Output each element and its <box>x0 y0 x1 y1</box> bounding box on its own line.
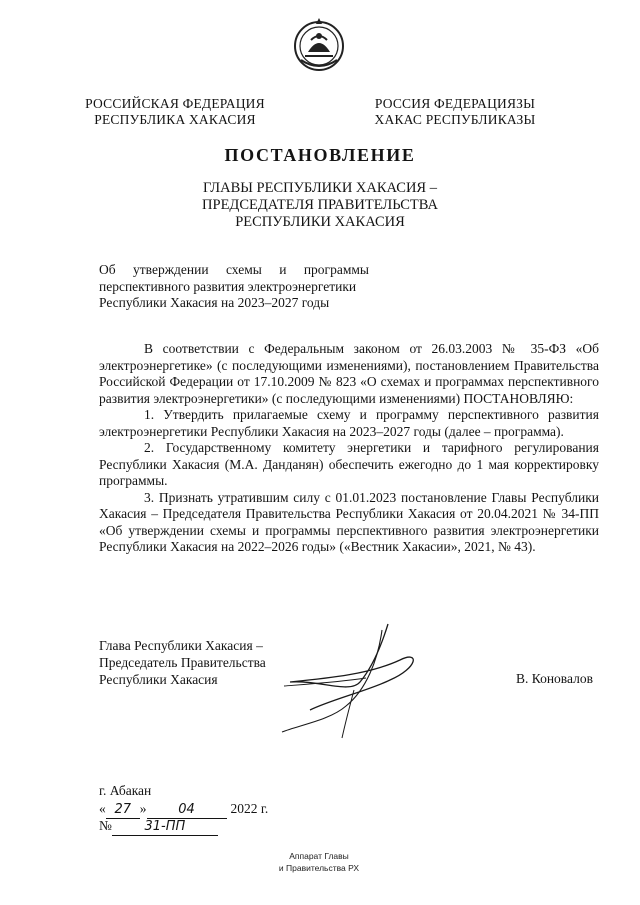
header-left <box>70 96 280 128</box>
item-paragraph: 1. Утвердить прилагаемые схему и программу перспективного развития электроэнергетики Республики Хакасия на 2023–2027 годы (далее – программа). <box>99 407 599 439</box>
document-number <box>99 817 218 836</box>
stamp-line: Аппарат Главы <box>289 851 349 861</box>
subtitle-line: ПРЕДСЕДАТЕЛЯ ПРАВИТЕЛЬСТВА <box>202 197 438 213</box>
signatory-line: Председатель Правительства <box>99 655 266 670</box>
document-body <box>99 341 599 556</box>
document-subtitle <box>0 180 640 231</box>
subject-line: Об утверждении схемы и программы <box>99 262 369 277</box>
item-paragraph: 3. Признать утратившим силу с 01.01.2023 постановление Главы Республики Хакасия – Председателя Правительства Республики Хакасия от 20.04.2021 № 34-ПП «Об утверждении схемы и программы перспективного развития электроэнергетики Республики Хакасия на 2022–2026 годы» («Вестник Хакасии», 2021, № 43). <box>99 489 599 554</box>
stamp-line: и Правительства РХ <box>278 863 360 873</box>
header-country-ru: РОССИЙСКАЯ ФЕДЕРАЦИЯ <box>85 96 265 111</box>
header-republic-kjh: ХАКАС РЕСПУБЛИКАЗЫ <box>374 112 536 127</box>
date-month: 04 <box>147 803 227 819</box>
date-close-quote: » <box>139 801 147 816</box>
number-value: 31-ПП <box>112 820 218 836</box>
preamble-paragraph: В соответствии с Федеральным законом от 26.03.2003 № 35-ФЗ «Об электроэнергетике» (с последующими изменениями), постановлением Правительства Российской Федерации от 17.10.2009 № 823 «О схемах и программах перспективного развития электроэнергетики» (с последующими изменениями) ПОСТАНОВЛЯЮ: <box>99 341 599 406</box>
subtitle-line: ГЛАВЫ РЕСПУБЛИКИ ХАКАСИЯ – <box>203 180 437 196</box>
subtitle-line: РЕСПУБЛИКИ ХАКАСИЯ <box>235 214 405 230</box>
header-republic-ru: РЕСПУБЛИКА ХАКАСИЯ <box>94 112 256 127</box>
signatory-title <box>99 637 266 688</box>
place-of-signing: г. Абакан <box>99 783 152 798</box>
date-year: 2022 г. <box>230 801 269 816</box>
subject-line: Республики Хакасия на 2023–2027 годы <box>99 295 330 310</box>
signatory-line: Республики Хакасия <box>99 672 218 687</box>
coat-of-arms-icon <box>291 14 347 74</box>
item-paragraph: 2. Государственному комитету энергетики и тарифного регулирования Республики Хакасия (М.А. Данданян) обеспечить ежегодно до 1 мая корректировку программы. <box>99 440 599 488</box>
document-subject <box>99 262 369 312</box>
date-day: 27 <box>106 803 140 819</box>
handwritten-signature <box>270 620 460 745</box>
signatory-line: Глава Республики Хакасия – <box>99 638 263 653</box>
date-open-quote: « <box>99 801 106 816</box>
header-country-kjh: РОССИЯ ФЕДЕРАЦИЯЗЫ <box>374 96 536 111</box>
header-right <box>350 96 560 128</box>
signatory-name: В. Коновалов <box>516 671 593 686</box>
document-title: ПОСТАНОВЛЕНИЕ <box>224 145 416 165</box>
number-label: № <box>99 818 112 833</box>
registration-stamp <box>254 850 384 874</box>
subject-line: перспективного развития электроэнергетики <box>99 278 357 294</box>
